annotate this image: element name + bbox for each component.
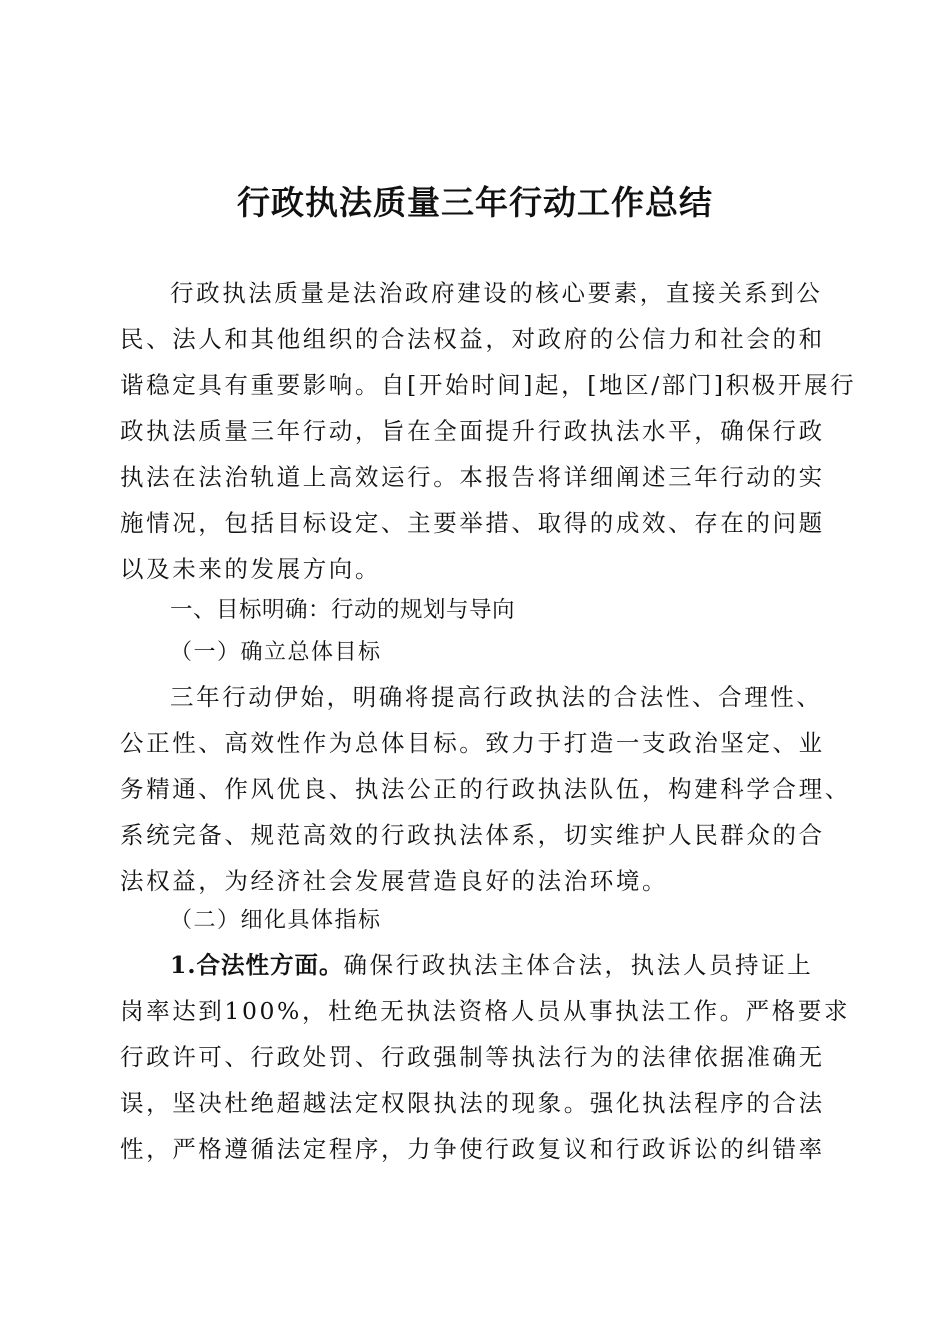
section-heading: 一、目标明确：行动的规划与导向	[170, 597, 516, 623]
item-lead: 1.合法性方面。	[170, 951, 344, 979]
document-title: 行政执法质量三年行动工作总结	[237, 183, 713, 222]
intro-line: 行政执法质量是法治政府建设的核心要素，直接关系到公	[170, 279, 823, 307]
paragraph-line: 法权益，为经济社会发展营造良好的法治环境。	[120, 867, 669, 895]
paragraph-line: 三年行动伊始，明确将提高行政执法的合法性、合理性、	[170, 683, 823, 711]
paragraph-line: 系统完备、规范高效的行政执法体系，切实维护人民群众的合	[120, 821, 825, 849]
item-text: 确保行政执法主体合法，执法人员持证上	[343, 951, 814, 979]
subsection-heading: （一）确立总体目标	[170, 640, 382, 665]
paragraph-line: 性，严格遵循法定程序，力争使行政复议和行政诉讼的纠错率	[120, 1135, 825, 1163]
intro-line: 施情况，包括目标设定、主要举措、取得的成效、存在的问题	[120, 509, 825, 537]
intro-line: 执法在法治轨道上高效运行。本报告将详细阐述三年行动的实	[120, 463, 825, 491]
paragraph-line: 行政许可、行政处罚、行政强制等执法行为的法律依据准确无	[120, 1043, 825, 1071]
item-first-line	[170, 942, 813, 988]
paragraph-line: 岗率达到100%，杜绝无执法资格人员从事执法工作。严格要求	[120, 997, 851, 1025]
intro-line: 谐稳定具有重要影响。自[开始时间]起，[地区/部门]积极开展行	[120, 371, 857, 399]
intro-line: 政执法质量三年行动，旨在全面提升行政执法水平，确保行政	[120, 417, 825, 445]
intro-line: 以及未来的发展方向。	[120, 555, 381, 583]
paragraph-line: 误，坚决杜绝超越法定权限执法的现象。强化执法程序的合法	[120, 1089, 825, 1117]
subsection-heading: （二）细化具体指标	[170, 908, 382, 933]
intro-line: 民、法人和其他组织的合法权益，对政府的公信力和社会的和	[120, 325, 825, 353]
paragraph-line: 务精通、作风优良、执法公正的行政执法队伍，构建科学合理、	[120, 775, 851, 803]
paragraph-line: 公正性、高效性作为总体目标。致力于打造一支政治坚定、业	[120, 729, 825, 757]
